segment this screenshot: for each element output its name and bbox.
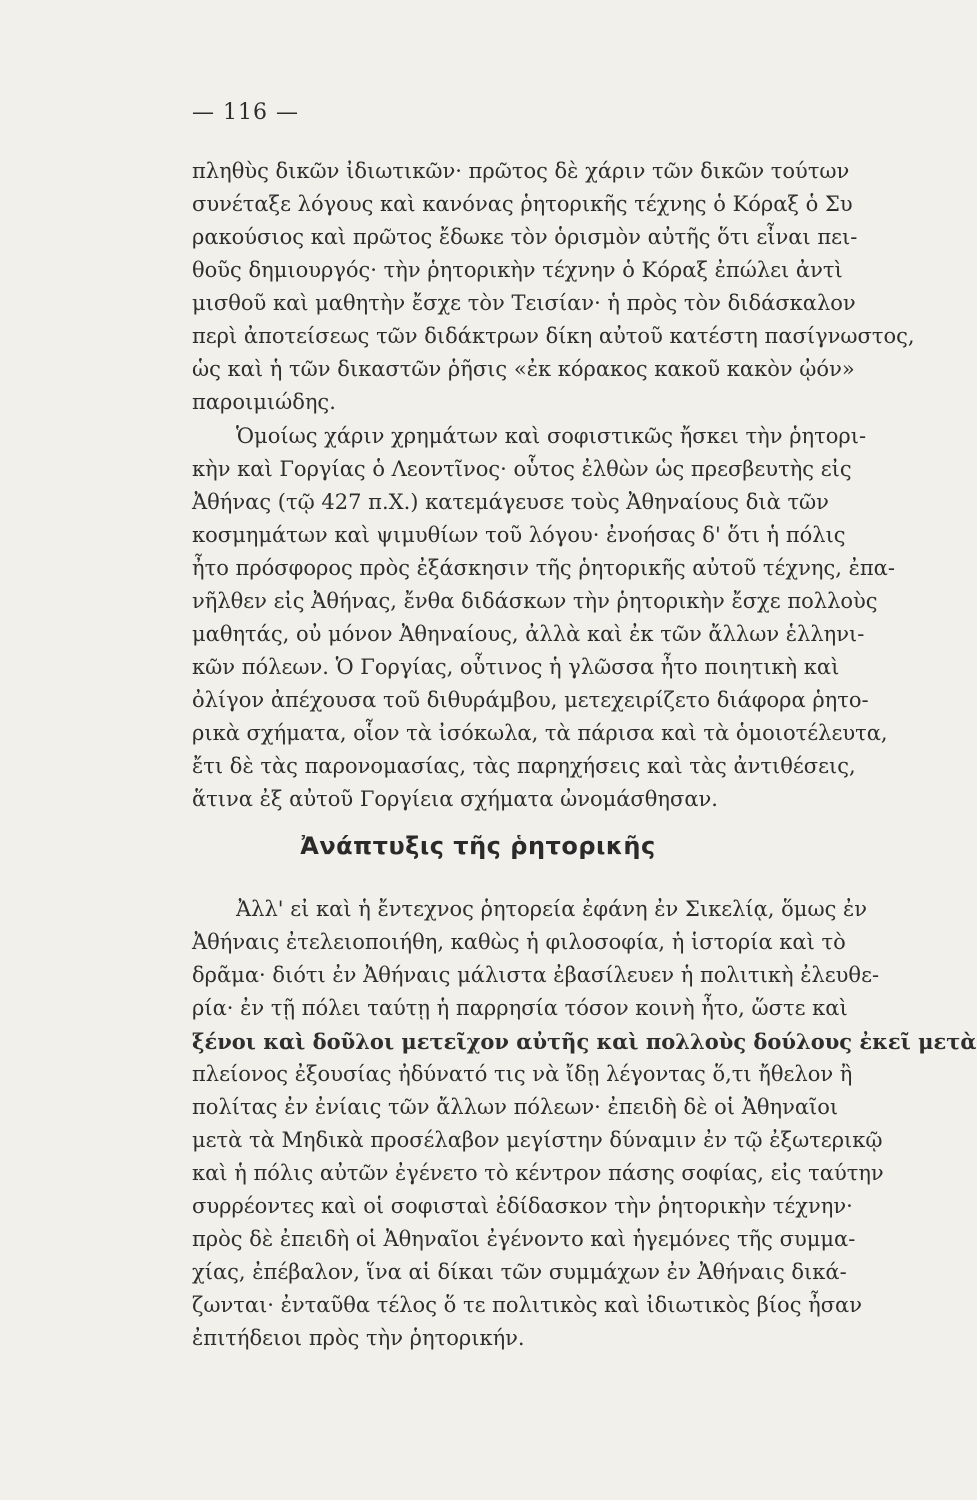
text-line: ὀλίγον ἀπέχουσα τοῦ διθυράμβου, μετεχειρίζετο διάφορα ῥητο- [192,688,869,712]
text-line: Ἀθήνας (τῷ 427 π.Χ.) κατεμάγευσε τοὺς Ἀθηναίους διὰ τῶν [192,490,829,514]
section-heading: Ἀνάπτυξις τῆς ῥητορικῆς [300,832,656,860]
text-line: ἔτι δὲ τὰς παρονομασίας, τὰς παρηχήσεις καὶ τὰς ἀντιθέσεις, [192,754,856,778]
text-line: κοσμημάτων καὶ ψιμυθίων τοῦ λόγου· ἐνοήσας δ' ὅτι ἡ πόλις [192,523,846,547]
text-line: δρᾶμα· διότι ἐν Ἀθήναις μάλιστα ἐβασίλευεν ἡ πολιτικὴ ἐλευθε- [192,963,880,987]
text-line: κῶν πόλεων. Ὁ Γοργίας, οὗτινος ἡ γλῶσσα ἦτο ποιητικὴ καὶ [192,655,840,679]
text-line: ἐπιτήδειοι πρὸς τὴν ῥητορικήν. [192,1326,525,1350]
text-line: συρρέοντες καὶ οἱ σοφισταὶ ἐδίδασκον τὴν ῥητορικὴν τέχνην· [192,1194,853,1218]
text-line: Ἀλλ' εἰ καὶ ἡ ἔντεχνος ῥητορεία ἐφάνη ἐν Σικελίᾳ, ὅμως ἐν [236,897,868,921]
text-line: συνέταξε λόγους καὶ κανόνας ῥητορικῆς τέχνης ὁ Κόραξ ὁ Συ [192,192,853,216]
text-line: Ἀθήναις ἐτελειοποιήθη, καθὼς ἡ φιλοσοφία, ἡ ἱστορία καὶ τὸ [192,930,846,954]
page-number: — 116 — [192,100,299,125]
text-line: μετὰ τὰ Μηδικὰ προσέλαβον μεγίστην δύναμιν ἐν τῷ ἐξωτερικῷ [192,1128,883,1152]
text-line: ὡς καὶ ἡ τῶν δικαστῶν ῥῆσις «ἐκ κόρακος κακοῦ κακὸν ᾠόν» [192,357,855,381]
text-line: ρικὰ σχήματα, οἷον τὰ ἰσόκωλα, τὰ πάρισα καὶ τὰ ὁμοιοτέλευτα, [192,721,888,745]
text-line: καὶ ἡ πόλις αὐτῶν ἐγένετο τὸ κέντρον πάσης σοφίας, εἰς ταύτην [192,1161,884,1185]
text-line: πολίτας ἐν ἐνίαις τῶν ἄλλων πόλεων· ἐπειδὴ δὲ οἱ Ἀθηναῖοι [192,1095,839,1119]
text-line: ρία· ἐν τῇ πόλει ταύτῃ ἡ παρρησία τόσον κοινὴ ἦτο, ὥστε καὶ [192,996,848,1020]
text-line: πρὸς δὲ ἐπειδὴ οἱ Ἀθηναῖοι ἐγένοντο καὶ ἡγεμόνες τῆς συμμα- [192,1227,856,1251]
text-line: πληθὺς δικῶν ἰδιωτικῶν· πρῶτος δὲ χάριν τῶν δικῶν τούτων [192,159,850,183]
text-line: ξένοι καὶ δοῦλοι μετεῖχον αὐτῆς καὶ πολλοὺς δούλους ἐκεῖ μετὰ [192,1029,977,1054]
text-line: ζωνται· ἐνταῦθα τέλος ὅ τε πολιτικὸς καὶ ἰδιωτικὸς βίος ἦσαν [192,1293,863,1317]
text-line: κὴν καὶ Γοργίας ὁ Λεοντῖνος· οὗτος ἐλθὼν ὡς πρεσβευτὴς εἰς [192,457,852,481]
text-line: παροιμιώδης. [192,390,336,414]
text-line: ἦτο πρόσφορος πρὸς ἐξάσκησιν τῆς ῥητορικῆς αὐτοῦ τέχνης, ἐπα- [192,556,895,580]
text-line: ἅτινα ἐξ αὐτοῦ Γοργίεια σχήματα ὠνομάσθησαν. [192,787,718,811]
text-line: Ὁμοίως χάριν χρημάτων καὶ σοφιστικῶς ἤσκει τὴν ῥητορι- [236,424,867,448]
text-line: ρακούσιος καὶ πρῶτος ἔδωκε τὸν ὁρισμὸν αὐτῆς ὅτι εἶναι πει- [192,225,858,249]
text-line: περὶ ἀποτείσεως τῶν διδάκτρων δίκη αὐτοῦ κατέστη πασίγνωστος, [192,324,915,348]
text-line: μαθητάς, οὐ μόνον Ἀθηναίους, ἀλλὰ καὶ ἐκ τῶν ἄλλων ἑλληνι- [192,622,865,646]
text-line: νῆλθεν εἰς Ἀθήνας, ἔνθα διδάσκων τὴν ῥητορικὴν ἔσχε πολλοὺς [192,589,878,613]
text-line: μισθοῦ καὶ μαθητὴν ἔσχε τὸν Τεισίαν· ἡ πρὸς τὸν διδάσκαλον [192,291,856,315]
text-line: χίας, ἐπέβαλον, ἵνα αἱ δίκαι τῶν συμμάχων ἐν Ἀθήναις δικά- [192,1260,847,1284]
text-line: πλείονος ἐξουσίας ἠδύνατό τις νὰ ἴδῃ λέγοντας ὅ,τι ἤθελον ἢ [192,1062,853,1086]
text-line: θοῦς δημιουργός· τὴν ῥητορικὴν τέχνην ὁ Κόραξ ἐπώλει ἀντὶ [192,258,843,282]
